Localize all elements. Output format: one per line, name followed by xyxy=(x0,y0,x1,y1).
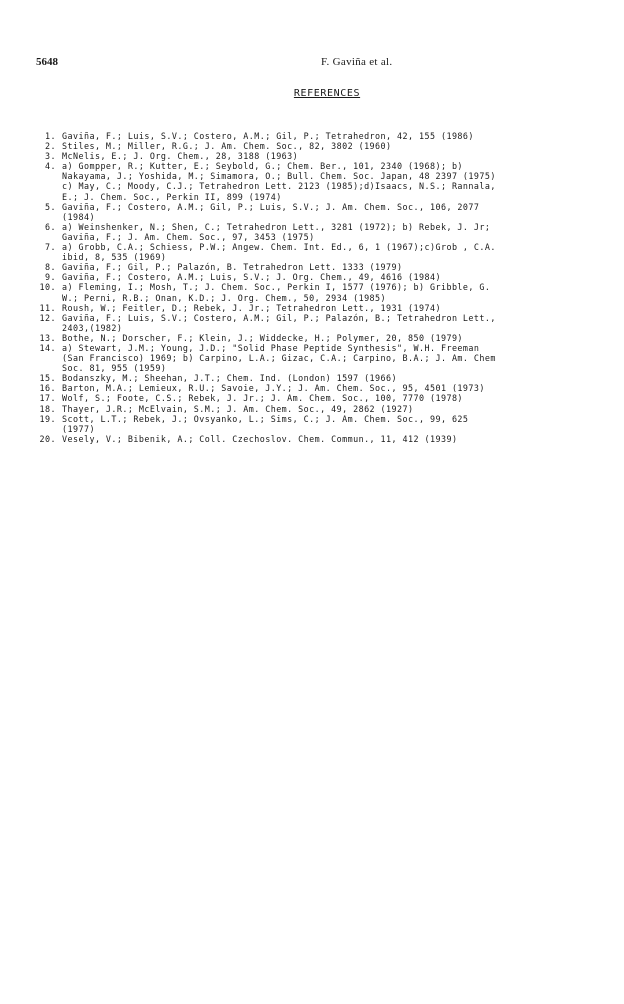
reference-line: Barton, M.A.; Lemieux, R.U.; Savoie, J.Y.; J. Am. Chem. Soc., 95, 4501 (1973) xyxy=(62,383,485,394)
running-head: F. Gaviña et al. xyxy=(321,56,393,68)
reference-item xyxy=(30,343,600,373)
reference-text xyxy=(62,242,496,262)
reference-item xyxy=(30,373,600,383)
reference-text xyxy=(62,262,403,272)
reference-item xyxy=(30,151,600,161)
reference-line: Stiles, M.; Miller, R.G.; J. Am. Chem. Soc., 82, 3802 (1960) xyxy=(62,141,392,152)
references-title: REFERENCES xyxy=(293,88,361,99)
reference-line: Scott, L.T.; Rebek, J.; Ovsyanko, L.; Sims, C.; J. Am. Chem. Soc., 99, 625 xyxy=(62,413,469,424)
reference-number: 13. xyxy=(39,332,56,343)
reference-number: 1. xyxy=(45,131,56,141)
reference-text xyxy=(62,373,397,383)
reference-line: Gaviña, F.; Luis, S.V.; Costero, A.M.; Gil, P.; Palazón, B.; Tetrahedron Lett., xyxy=(62,312,496,323)
reference-item xyxy=(30,242,600,262)
reference-line: Gaviña, F.; Luis, S.V.; Costero, A.M.; Gil, P.; Tetrahedron, 42, 155 (1986) xyxy=(62,131,474,141)
reference-text xyxy=(62,272,441,282)
reference-item xyxy=(30,202,600,222)
reference-item xyxy=(30,161,600,201)
reference-text xyxy=(62,303,441,313)
reference-line: c) May, C.; Moody, C.J.; Tetrahedron Lett. 2123 (1985);d)Isaacs, N.S.; Rannala, xyxy=(62,181,496,192)
reference-number: 2. xyxy=(45,141,56,152)
reference-line: (1984) xyxy=(62,211,95,222)
reference-line: a) Weinshenker, N.; Shen, C.; Tetrahedron Lett., 3281 (1972); b) Rebek, J. Jr; xyxy=(62,221,491,232)
reference-item xyxy=(30,272,600,282)
reference-line: Gaviña, F.; Costero, A.M.; Luis, S.V.; J. Org. Chem., 49, 4616 (1984) xyxy=(62,272,441,283)
reference-line: Bothe, N.; Dorscher, F.; Klein, J.; Widdecke, H.; Polymer, 20, 850 (1979) xyxy=(62,332,463,343)
reference-text xyxy=(62,404,414,414)
reference-line: Thayer, J.R.; McElvain, S.M.; J. Am. Chem. Soc., 49, 2862 (1927) xyxy=(62,403,414,414)
reference-line: Bodanszky, M.; Sheehan, J.T.; Chem. Ind. (London) 1597 (1966) xyxy=(62,373,398,384)
reference-number: 19. xyxy=(39,413,56,424)
reference-line: a) Grobb, C.A.; Schiess, P.W.; Angew. Chem. Int. Ed., 6, 1 (1967);c)Grob , C.A. xyxy=(62,242,496,253)
reference-item xyxy=(30,414,600,434)
reference-text xyxy=(62,343,496,373)
reference-number: 6. xyxy=(45,221,56,232)
reference-text xyxy=(62,141,392,151)
reference-number: 4. xyxy=(45,161,56,172)
reference-item xyxy=(30,313,600,333)
reference-text xyxy=(62,434,457,444)
reference-item xyxy=(30,404,600,414)
reference-number: 18. xyxy=(39,403,56,414)
reference-line: a) Gompper, R.; Kutter, E.; Seybold, G.; Chem. Ber., 101, 2340 (1968); b) xyxy=(62,161,463,172)
reference-item xyxy=(30,434,600,444)
references-heading xyxy=(0,88,624,99)
reference-line: Gaviña, F.; Costero, A.M.; Gil, P.; Luis, S.V.; J. Am. Chem. Soc., 106, 2077 xyxy=(62,201,480,212)
reference-number: 14. xyxy=(39,342,56,353)
reference-item xyxy=(30,333,600,343)
reference-text xyxy=(62,313,496,333)
reference-number: 17. xyxy=(39,393,56,404)
reference-text xyxy=(62,202,479,222)
reference-number: 5. xyxy=(45,201,56,212)
reference-text xyxy=(62,414,468,434)
reference-line: Nakayama, J.; Yoshida, M.; Simamora, O.; Bull. Chem. Soc. Japan, 48 2397 (1975) xyxy=(62,171,496,182)
reference-line: a) Stewart, J.M.; Young, J.D.; "Solid Phase Peptide Synthesis", W.H. Freeman xyxy=(62,342,480,353)
page-header xyxy=(36,56,588,72)
reference-number: 20. xyxy=(39,433,56,444)
reference-number: 12. xyxy=(39,312,56,323)
reference-item xyxy=(30,141,600,151)
page-number: 5648 xyxy=(36,56,58,68)
reference-text xyxy=(62,222,490,242)
reference-item xyxy=(30,383,600,393)
reference-number: 11. xyxy=(39,302,56,313)
reference-item xyxy=(30,262,600,272)
reference-number: 10. xyxy=(39,282,56,293)
reference-line: a) Fleming, I.; Mosh, T.; J. Chem. Soc., Perkin I, 1577 (1976); b) Gribble, G. xyxy=(62,282,491,293)
reference-number: 16. xyxy=(39,383,56,394)
reference-line: E.; J. Chem. Soc., Perkin II, 899 (1974) xyxy=(62,191,282,202)
reference-item xyxy=(30,393,600,403)
reference-text xyxy=(62,282,490,302)
reference-line: Vesely, V.; Bibenik, A.; Coll. Czechoslov. Chem. Commun., 11, 412 (1939) xyxy=(62,433,458,444)
reference-item xyxy=(30,303,600,313)
reference-line: W.; Perni, R.B.; Onan, K.D.; J. Org. Chem., 50, 2934 (1985) xyxy=(62,292,387,303)
reference-item xyxy=(30,282,600,302)
reference-number: 3. xyxy=(45,151,56,162)
reference-line: 2403,(1982) xyxy=(62,322,123,333)
reference-text xyxy=(62,393,463,403)
reference-number: 7. xyxy=(45,242,56,253)
reference-line: Gaviña, F.; J. Am. Chem. Soc., 97, 3453 (1975) xyxy=(62,231,315,242)
reference-list xyxy=(30,131,600,444)
reference-line: Wolf, S.; Foote, C.S.; Rebek, J. Jr.; J. Am. Chem. Soc., 100, 7770 (1978) xyxy=(62,393,463,404)
reference-text xyxy=(62,151,298,161)
reference-text xyxy=(62,383,485,393)
reference-line: Soc. 81, 955 (1959) xyxy=(62,363,167,374)
reference-text xyxy=(62,131,474,141)
reference-item xyxy=(30,222,600,242)
reference-line: McNelis, E.; J. Org. Chem., 28, 3188 (1963) xyxy=(62,151,299,162)
reference-text xyxy=(62,333,463,343)
reference-line: (1977) xyxy=(62,423,95,434)
reference-number: 15. xyxy=(39,373,56,384)
reference-line: ibid, 8, 535 (1969) xyxy=(62,252,167,263)
reference-item xyxy=(30,131,600,141)
reference-number: 8. xyxy=(45,262,56,273)
reference-line: (San Francisco) 1969; b) Carpino, L.A.; Gizac, C.A.; Carpino, B.A.; J. Am. Chem xyxy=(62,353,496,364)
reference-line: Roush, W.; Feitler, D.; Rebek, J. Jr.; Tetrahedron Lett., 1931 (1974) xyxy=(62,302,441,313)
reference-number: 9. xyxy=(45,272,56,283)
reference-text xyxy=(62,161,496,201)
reference-line: Gaviña, F.; Gil, P.; Palazón, B. Tetrahedron Lett. 1333 (1979) xyxy=(62,262,403,273)
